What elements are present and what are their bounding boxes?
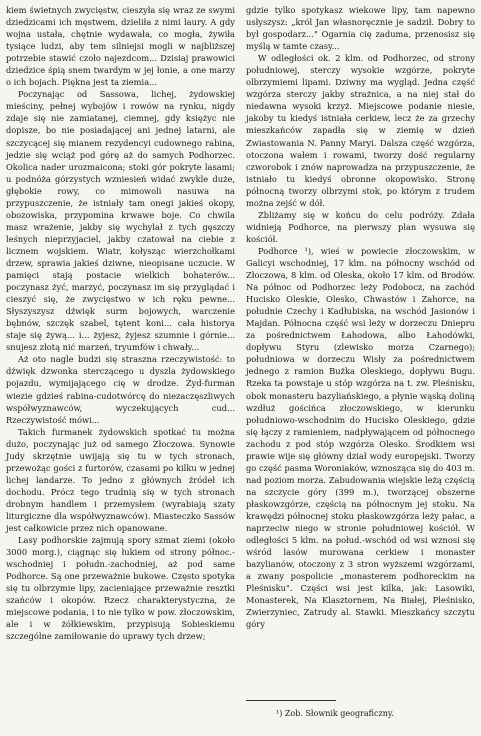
paragraph: Poczynając od Sassowa, lichej, żydowskiej mieściny, pełnej wybojów i rowów na rynku, nigdy zdaje się nie zamiatanej, ciemnej, gdy księżyc nie dopisze, bo nie posiadającej ani jednej latarni, ale szczycącej się mianem rezydencyi cudownego rabina, jedzie się wciąż pod górę aż do samych Podhorzec. Okolica nader urozmaicona; stoki gór pokryte lasami; u podnóża górzystych wzniesień widać zwykle duże, głębokie rowy, co mimowoli nasuwa na przypuszczenie, że istniały tam onegi jakieś okopy, obozowiska, przypomina krwawe boje. Co chwila masz wrażenie, jakby się wychylał z tych gęszczy leśnych nieprzyjaciel, jakby czatował na ciebie z licznem wojskiem. Wiatr, kołysząc wierzchołkami drzew, sprawia jakieś dziwne, nieopisane uczucie. W pamięci stają postacie wielkich bohaterów... poczynasz żyć, marzyć, poczynasz im się przyglądać i cieszyć się, że zwycięstwo w ich ręku pewne... Słyszyszysz dźwięk surm bojowych, warczenie bębnów, szczęk szabel, tętent koni... cała historya staje się żywą... i... żyjesz, żyjesz szumnie i górnie... snujesz złotą nić marzeń, tryumfów i chwały... <box>6 89 235 353</box>
paragraph: Takich furmanek żydowskich spotkać tu można dużo, poczynając już od samego Złoczowa. Synowie Judy skrzętnie uwijają się tu w tych stronach, przewożąc gości z furtorów, czasami po kilku w jednej lichej landarze. To jedno z głównych źródeł ich dochodu. Prócz tego trudnią się w tych stronach drobnym handlem i przemysłem (wyrabiają szaty liturgiczne dla współwyznawców). Miasteczko Sassów jest całkowicie przez nich opanowane. <box>6 426 235 534</box>
paragraph: gdzie tylko spotykasz wiekowe lipy, tam napewno usłyszysz: „król Jan własnoręcznie je sadził. Dobry to był gospodarz..." Ogarnia cię zaduma, przenosisz się myślą w tamte czasy... <box>246 5 475 52</box>
left-column <box>6 4 235 642</box>
paragraph: Lasy podhorskie zajmują spory szmat ziemi (około 3000 morg.), ciągnąc się łukiem od strony północ.-wschodniej i połudn.-zachodniej, aż pod same Podhorce. Są one przeważnie bukowe. Często spotyka się tu olbrzymie lipy, zacieniające przeważnie resztki szańców i okopów. Rzecz charakterystyczna, że miejscowe podania, i to nie tylko w pow. złoczowskim, ale i w żółkiewskim, przypisują Sobieskiemu szczególne zamiłowanie do uprawy tych drzew; <box>6 535 235 642</box>
paragraph: Aż oto nagle budzi się straszna rzeczywistość: to dźwięk dzwonka sterczącego u dyszla żydowskiego pojazdu, wymijającego cię w drodze. Żyd-furman wiezie gdzieś rabina-cudotwórcę do niezaczęszliwych współwyznawców, wyczekujących cud... Rzeczywistość mówi... <box>6 354 235 425</box>
footnote-rule <box>246 700 336 701</box>
footnote: ¹) Zob. Słownik geograficzny. <box>276 709 394 718</box>
right-column <box>246 4 475 642</box>
paragraph: W odległości ok. 2 klm. od Podhorzec, od strony południowej, sterczy wysokie wzgórze, pokryte olbrzymiemi lipami. Dziwny ma wygląd. Jedna część wzgórza sterczy jakby strażnica, a na niej stał do niedawna wysoki krzyż. Miejscowe podanie niesie, jakoby tu kiedyś istniała cerkiew, lecz że za grzechy mieszkańców zapadła się w ziemię w dzień Zwiastowania N. Panny Maryi. Dalsza część wzgórza, otoczona wałem i rowami, tworzy dość regularny czworobok i znów naprowadza na przypuszczenie, że istniało tu kiedyś obronne okopowisko. Stronę północną tworzy olbrzymi stok, po którym z trudem można zejść w dół. <box>246 53 475 208</box>
paragraph: kiem świetnych zwycięstw, cieszyła się wraz ze swymi dziedzicami ich męstwem, dzieliła z nimi laury. A gdy wojna ustała, chętnie wydawała, co mogła, żywiła tysiące ludzi, aby tem silniejsi mogli w najbliższej potrzebie stawić czoło najezdcom... Dzisiaj prawowici dziedzice śpią snem twardym w jej łonie, a one marzy o ich bojach. Piękna jest ta ziemia... <box>6 5 235 88</box>
footnote-area <box>246 700 475 719</box>
text-columns <box>6 4 475 642</box>
paragraph: Zbliżamy się w końcu do celu podróży. Zdała widnieją Podhorce, na pierwszy plan wysuwa się kościół. <box>246 209 475 244</box>
paragraph: Podhorce ¹), wieś w powiecie złoczowskim, w Galicyi wschodniej, 17 klm. na północny wschód od Złoczowa, 8 klm. od Oleska, około 17 klm. od Brodów. Na północ od Podhorzec leży Podobocz, na zachód Hucisko Oleskie, Olesko, Chwastów i Zahorce, na południe Czechy i Kadłubiska, na wschód Jasionów i Majdan. Północna część wsi leży w dorzeczu Dniepru za pośrednictwem Łahodowa, albo Łahodówki, dopływu Styru (zlewisko morza Czarnego); południowa w dorzeczu Wisły za pośrednictwem jednego z ramion Bużka Oleskiego, dopływu Bugu. Rzeka ta powstaje u stóp wzgórza na t. zw. Pleśnisku, obok monasteru bazyliańskiego, a płynie wąską doliną wzdłuż gościńca złoczowskiego, w kierunku południowo-wschodnim do Hucisko Oleskiego, gdzie się łączy z ramieniem, nadpływającem od północnego zachodu z pod stóp wzgórza Olesko. Środkiem wsi prawie wije się główny dział wody europejski. Tworzy go część pasma Woroniaków, wznosząca się do 403 m. nad poziom morza. Zabudowania wiejskie leżą częścią na szczycie góry (399 m.), tworzącej obszerne płaskowzgórze, częścią na północnym jej stoku. Na krawędzi północnej stoku płaskowzgórza leży pałac, a naprzeciw niego w stronie południowej kościół. W odległości 5 klm. na połud.-wschód od wsi wznosi się wśród lasów murowana cerkiew i monaster bazylianów, otoczony z 3 stron wyższemi wzgórzami, a zwany pospolicie „monasterem podhoreckim na Pleśnisku". Części wsi jest kilka, jak: Lasowiki, Monasterek, Na Klasztornem, Na Białej, Pleśnisko, Zwierzyniec, Zatrudy al. Stawki. Mieszkańcy szczytu góry <box>246 245 475 630</box>
